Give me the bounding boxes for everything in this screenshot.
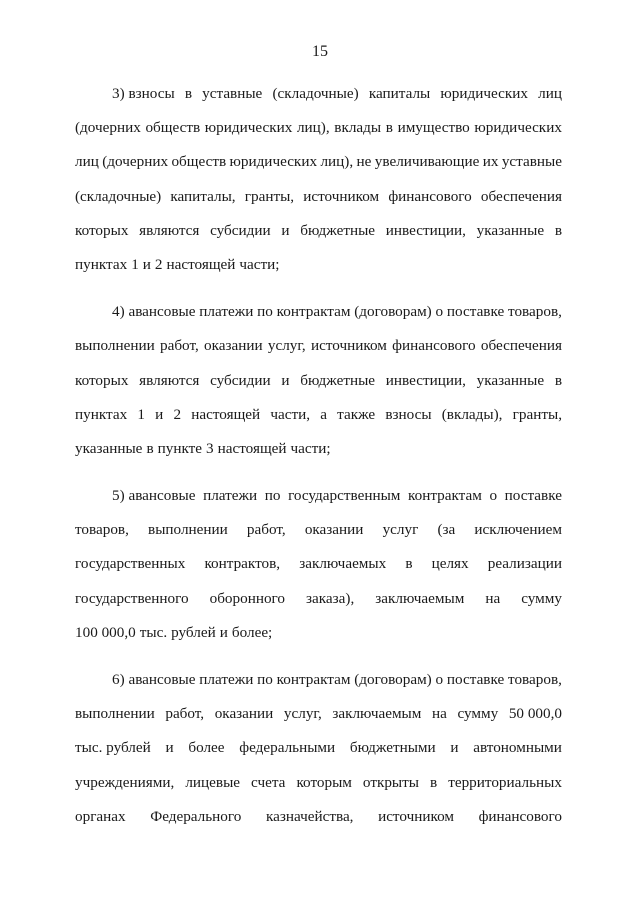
word: работ, — [165, 705, 205, 723]
word: уставные — [501, 153, 562, 171]
word: услуг, — [283, 705, 322, 723]
paragraph — [75, 77, 562, 282]
word: инвестиции, — [385, 371, 466, 389]
text-line — [75, 731, 562, 765]
word: рублей — [171, 623, 216, 641]
word: целях — [431, 555, 469, 573]
word: являются — [139, 371, 200, 389]
word: оказании — [214, 705, 274, 723]
word: бюджетные — [300, 371, 376, 389]
word: пунктах — [75, 405, 128, 423]
word: указанные — [75, 439, 143, 457]
word: в — [385, 119, 393, 137]
word: платежи — [199, 303, 254, 321]
word: которых — [75, 221, 129, 239]
word: сумму — [457, 705, 499, 723]
word: являются — [139, 221, 200, 239]
word: заказа), — [306, 589, 355, 607]
page-number: 15 — [312, 43, 328, 60]
word: 2 — [154, 255, 163, 273]
word: взносы — [385, 405, 432, 423]
word: работ, — [246, 521, 286, 539]
word: на — [431, 705, 447, 723]
word: юридических — [229, 153, 318, 171]
text-line — [75, 329, 562, 363]
word: лиц), — [296, 119, 330, 137]
word: государственным — [288, 487, 401, 505]
word: товаров, — [75, 521, 129, 539]
word: 3) взносы — [112, 85, 175, 102]
word: контрактам — [276, 303, 351, 321]
word: (договорам) — [354, 303, 432, 321]
word: исключением — [474, 521, 562, 539]
word: реализации — [487, 555, 562, 573]
word: товаров, — [508, 671, 562, 688]
word: гранты, — [244, 187, 295, 205]
word: и — [219, 623, 228, 641]
text-line — [75, 697, 562, 731]
word: платежи — [199, 671, 254, 688]
word: в — [554, 221, 562, 239]
word: пунктах — [75, 255, 128, 273]
word: выполнении — [148, 521, 228, 539]
word: гранты, — [512, 405, 562, 423]
word: контрактам — [408, 487, 482, 505]
word: 3 — [206, 439, 214, 457]
word: в — [554, 371, 562, 389]
word: заключаемым — [375, 589, 465, 607]
word: 5) авансовые — [112, 487, 196, 505]
word: юридических — [204, 119, 293, 137]
word: вклады — [334, 119, 382, 137]
word: юридических — [440, 85, 528, 102]
word: бюджетными — [349, 739, 436, 757]
word: и — [281, 371, 290, 389]
word: пункте — [157, 439, 203, 457]
word: (за — [437, 521, 456, 539]
word: федеральными — [239, 739, 336, 757]
word: Федерального — [150, 807, 242, 825]
word: поставке — [446, 671, 505, 688]
word: выполнении — [75, 337, 155, 355]
word: субсидии — [210, 371, 271, 389]
word: 2 — [173, 405, 182, 423]
text-line — [75, 663, 562, 697]
word: части; — [239, 255, 280, 273]
word: товаров, — [508, 303, 562, 321]
word: 100 000,0 — [75, 623, 136, 641]
word: части, — [270, 405, 311, 423]
word: финансового — [392, 337, 476, 355]
word: в — [405, 555, 413, 573]
word: обеспечения — [480, 187, 562, 205]
word: государственных — [75, 555, 186, 573]
word: их — [482, 153, 499, 171]
word: в — [430, 773, 438, 791]
word: тыс. рублей — [75, 739, 151, 757]
text-line — [75, 248, 562, 282]
word: сумму — [521, 589, 562, 607]
word: тыс. — [139, 623, 168, 641]
word: не — [356, 153, 372, 171]
word: которым — [296, 773, 352, 791]
word: обществ — [145, 119, 201, 137]
word: настоящей — [166, 255, 236, 273]
word: уставные — [202, 85, 263, 102]
word: выполнении — [75, 705, 155, 723]
text-line — [75, 364, 562, 398]
word: и — [155, 405, 164, 423]
word: и — [165, 739, 174, 757]
text-line — [75, 214, 562, 248]
word: оказании — [204, 337, 263, 355]
word: финансового — [388, 187, 472, 205]
word: о — [489, 487, 498, 505]
word: (вклады), — [441, 405, 503, 423]
word: и — [281, 221, 290, 239]
word: поставке — [446, 303, 505, 321]
word: а — [320, 405, 327, 423]
word: казначейства, — [265, 807, 354, 825]
word: органах — [75, 807, 126, 825]
word: обеспечения — [480, 337, 562, 355]
word: и — [142, 255, 151, 273]
word: (дочерних — [75, 119, 141, 137]
word: более; — [231, 623, 273, 641]
document-body — [75, 77, 562, 847]
text-line — [75, 77, 562, 111]
word: о — [435, 671, 444, 688]
word: открыты — [362, 773, 419, 791]
word: указанные — [476, 371, 545, 389]
word: контрактов, — [204, 555, 281, 573]
word: настоящей — [217, 439, 287, 457]
text-line — [75, 766, 562, 800]
paragraph — [75, 663, 562, 834]
text-line — [75, 111, 562, 145]
text-line — [75, 180, 562, 214]
word: (складочные) — [272, 85, 359, 102]
word: лицевые — [185, 773, 241, 791]
text-line — [75, 513, 562, 547]
paragraph — [75, 479, 562, 650]
word: учреждениями, — [75, 773, 175, 791]
word: оказании — [304, 521, 364, 539]
word: по — [257, 671, 273, 688]
word: поставке — [504, 487, 562, 505]
word: более — [188, 739, 225, 757]
text-line — [75, 479, 562, 513]
word: на — [485, 589, 501, 607]
word: инвестиции, — [385, 221, 466, 239]
word: имущество — [397, 119, 470, 137]
text-line — [75, 145, 562, 179]
paragraph — [75, 295, 562, 466]
word: лиц — [538, 85, 562, 102]
word: 4) авансовые — [112, 303, 196, 321]
word: платежи — [203, 487, 258, 505]
word: в — [184, 85, 192, 102]
text-line — [75, 800, 562, 834]
word: счета — [251, 773, 286, 791]
word: заключаемым — [332, 705, 422, 723]
word: по — [264, 487, 281, 505]
word: капиталы, — [170, 187, 236, 205]
word: (складочные) — [75, 187, 162, 205]
word: указанные — [476, 221, 545, 239]
text-line — [75, 398, 562, 432]
text-line — [75, 616, 562, 650]
word: настоящей — [191, 405, 261, 423]
word: лиц), — [320, 153, 354, 171]
word: субсидии — [210, 221, 271, 239]
word: о — [435, 303, 444, 321]
text-line — [75, 295, 562, 329]
word: 50 000,0 — [508, 705, 562, 723]
word: капиталы — [368, 85, 431, 102]
word: по — [257, 303, 273, 321]
word: заключаемых — [299, 555, 387, 573]
word: бюджетные — [300, 221, 376, 239]
word: оборонного — [209, 589, 285, 607]
word: услуг — [382, 521, 419, 539]
word: в — [146, 439, 154, 457]
word: и — [450, 739, 459, 757]
word: 6) авансовые — [112, 671, 196, 688]
word: контрактам — [276, 671, 351, 688]
word: финансового — [478, 807, 562, 825]
word: юридических — [474, 119, 562, 137]
word: автономными — [473, 739, 562, 757]
word: части; — [290, 439, 331, 457]
word: 1 — [131, 255, 139, 273]
word: источником — [378, 807, 454, 825]
word: (договорам) — [354, 671, 432, 688]
word: государственного — [75, 589, 189, 607]
word: источником — [303, 187, 380, 205]
word: источником — [310, 337, 387, 355]
text-line — [75, 432, 562, 466]
word: работ, — [160, 337, 199, 355]
word: территориальных — [448, 773, 562, 791]
word: услуг, — [267, 337, 306, 355]
word: увеличивающие — [374, 153, 480, 171]
word: (дочерних — [102, 153, 169, 171]
word: также — [337, 405, 376, 423]
word: 1 — [137, 405, 145, 423]
word: которых — [75, 371, 129, 389]
text-line — [75, 582, 562, 616]
word: обществ — [171, 153, 227, 171]
word: лиц — [75, 153, 99, 171]
text-line — [75, 547, 562, 581]
